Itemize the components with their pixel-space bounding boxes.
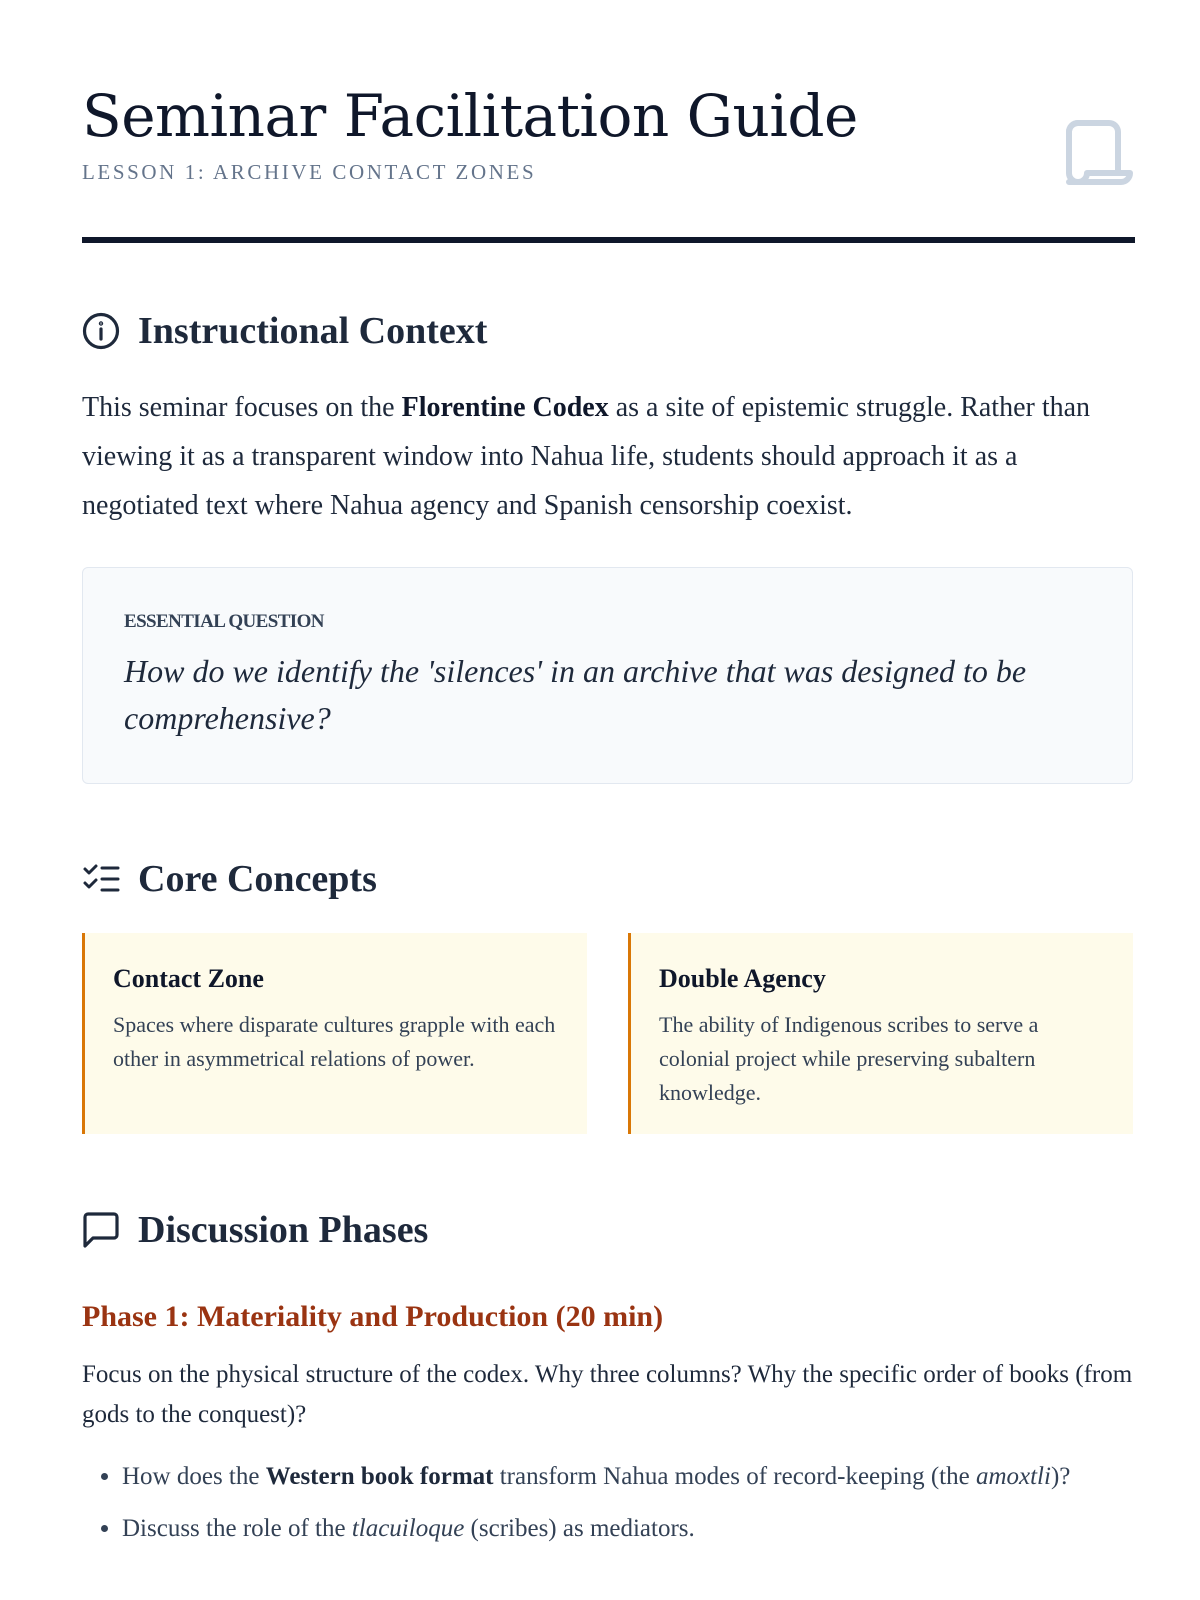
info-circle-icon: [82, 312, 120, 350]
concept-card: [82, 933, 587, 1134]
instructional-context-heading: Instructional Context: [138, 310, 488, 352]
concept-card-description: Spaces where disparate cultures grapple with each other in asymmetrical relations of power.: [113, 1012, 556, 1071]
scroll-icon: [1059, 120, 1135, 192]
speech-bubble-icon: [82, 1211, 120, 1249]
section-heading-core-concepts: [82, 857, 377, 901]
context-text-start: This seminar focuses on the: [82, 392, 402, 423]
phase-1-bullet-list: [82, 1457, 1175, 1561]
section-heading-discussion-phases: [82, 1208, 428, 1252]
concept-card: [628, 933, 1133, 1134]
concept-card-description: The ability of Indigenous scribes to serve a colonial project while preserving subaltern knowledge.: [659, 1012, 1039, 1105]
context-paragraph: [82, 383, 1135, 530]
context-text-bold: Florentine Codex: [401, 392, 609, 423]
header-divider: [82, 237, 1135, 243]
concept-card-title: Double Agency: [659, 964, 826, 993]
phase-1-description: Focus on the physical structure of the codex. Why three columns? Why the specific order of books (from gods to the conquest)?: [82, 1361, 1133, 1428]
context-text-end: as a site of epistemic struggle. Rather than viewing it as a transparent window into Nahua life, students should approach it as a negotiated text where Nahua agency and Spanish censorship coexist.: [82, 392, 1091, 521]
phase-1-title: Phase 1: Materiality and Production (20 min): [82, 1300, 664, 1333]
page-subtitle: LESSON 1: ARCHIVE CONTACT ZONES: [82, 160, 537, 184]
list-item: • Discuss the role of the tlacuiloque (scribes) as mediators.: [122, 1509, 1175, 1549]
page-header: [82, 82, 1135, 185]
essential-question-text: How do we identify the 'silences' in an archive that was designed to be comprehensive?: [124, 653, 1027, 736]
page-title: Seminar Facilitation Guide: [82, 82, 858, 150]
checklist-icon: [82, 860, 120, 898]
core-concepts-heading: Core Concepts: [138, 858, 377, 900]
section-heading-instructional-context: [82, 309, 487, 353]
essential-question-callout: [82, 567, 1133, 784]
concept-card-title: Contact Zone: [113, 964, 264, 993]
list-item: • How does the Western book format transform Nahua modes of record-keeping (the amoxtli)?: [122, 1457, 1175, 1497]
discussion-phases-heading: Discussion Phases: [138, 1209, 429, 1251]
essential-question-label: ESSENTIAL QUESTION: [124, 611, 324, 632]
